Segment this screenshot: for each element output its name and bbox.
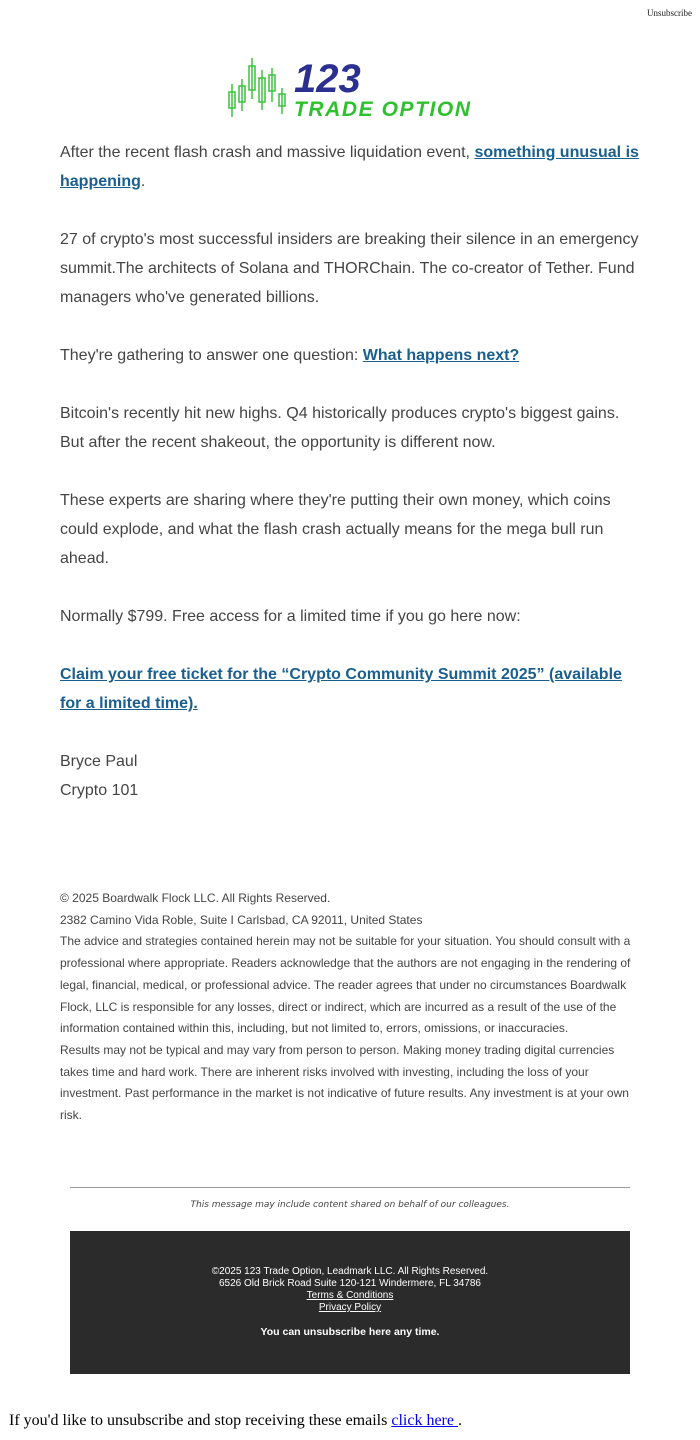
signature-name: Bryce Paul xyxy=(60,753,138,770)
question-text: They're gathering to answer one question: xyxy=(60,347,363,364)
logo-number: 123 xyxy=(294,57,361,101)
candlestick-logo-icon xyxy=(226,54,476,124)
legal-risk: Results may not be typical and may vary from person to person. Making money trading digital currencies takes time and hard work. There are inherent risks involved with investing, including the loss of your investment. Past performance in the market is not indicative of future results. Any investment is at your own risk. xyxy=(60,1042,629,1123)
paragraph-experts: These experts are sharing where they're putting their own money, which coins could explode, and what the flash crash actually means for the mega bull run ahead. xyxy=(60,492,611,567)
footer xyxy=(70,1231,630,1374)
something-unusual-link[interactable]: something unusual is happening xyxy=(60,144,639,190)
terms-link[interactable]: Terms & Conditions xyxy=(306,1290,394,1301)
what-happens-next-link[interactable]: What happens next? xyxy=(362,347,520,364)
paragraph-insiders: 27 of crypto's most successful insiders are breaking their silence in an emergency summit.The architects of Solana and THORChain. The co-creator of Tether. Fund managers who've generated billions. xyxy=(60,231,639,306)
legal-section xyxy=(60,888,640,1127)
click-here-link[interactable]: click here xyxy=(391,1412,458,1429)
colleagues-note: This message may include content shared on behalf of our colleagues. xyxy=(190,1200,510,1210)
legal-disclaimer: The advice and strategies contained herein may not be suitable for your situation. You should consult with a professional where appropriate. Readers acknowledge that the authors are not engaging in the rendering of legal, financial, medical, or professional advice. The reader agrees that under no circumstances Boardwalk Flock, LLC is responsible for any losses, direct or indirect, which are incurred as a result of the use of the information contained within this, including, but not limited to, errors, omissions, or inaccuracies. xyxy=(60,934,631,1036)
legal-copyright: © 2025 Boardwalk Flock LLC. All Rights Reserved. xyxy=(60,891,331,905)
legal-address: 2382 Camino Vida Roble, Suite I Carlsbad, CA 92011, United States xyxy=(60,912,423,927)
divider xyxy=(70,1187,630,1188)
intro-text: After the recent flash crash and massive liquidation event, xyxy=(60,144,475,161)
paragraph-price: Normally $799. Free access for a limited time if you go here now: xyxy=(60,608,521,625)
footer-address: 6526 Old Brick Road Suite 120-121 Windermere, FL 34786 xyxy=(219,1278,481,1289)
bottom-end: . xyxy=(457,1412,462,1429)
signature xyxy=(60,747,645,805)
footer-copyright: ©2025 123 Trade Option, Leadmark LLC. All Rights Reserved. xyxy=(211,1266,489,1277)
logo xyxy=(226,54,476,124)
unsubscribe-link-top[interactable]: Unsubscribe xyxy=(647,8,692,18)
bottom-text: If you'd like to unsubscribe and stop receiving these emails xyxy=(9,1412,392,1429)
signature-org: Crypto 101 xyxy=(60,782,139,799)
privacy-link[interactable]: Privacy Policy xyxy=(318,1302,382,1313)
logo-text: TRADE OPTION xyxy=(294,98,470,121)
bottom-unsubscribe xyxy=(9,1412,462,1430)
paragraph-cta xyxy=(60,660,645,718)
paragraph-bitcoin: Bitcoin's recently hit new highs. Q4 historically produces crypto's biggest gains. But after the recent shakeout, the opportunity is different now. xyxy=(60,405,620,451)
paragraph-question xyxy=(60,341,645,370)
paragraph-intro xyxy=(60,138,645,196)
intro-end: . xyxy=(140,173,146,190)
email-body xyxy=(60,138,645,834)
claim-ticket-link[interactable]: Claim your free ticket for the “Crypto Community Summit 2025” (available for a limited time). xyxy=(60,666,622,712)
footer-unsubscribe[interactable]: You can unsubscribe here any time. xyxy=(260,1326,440,1338)
